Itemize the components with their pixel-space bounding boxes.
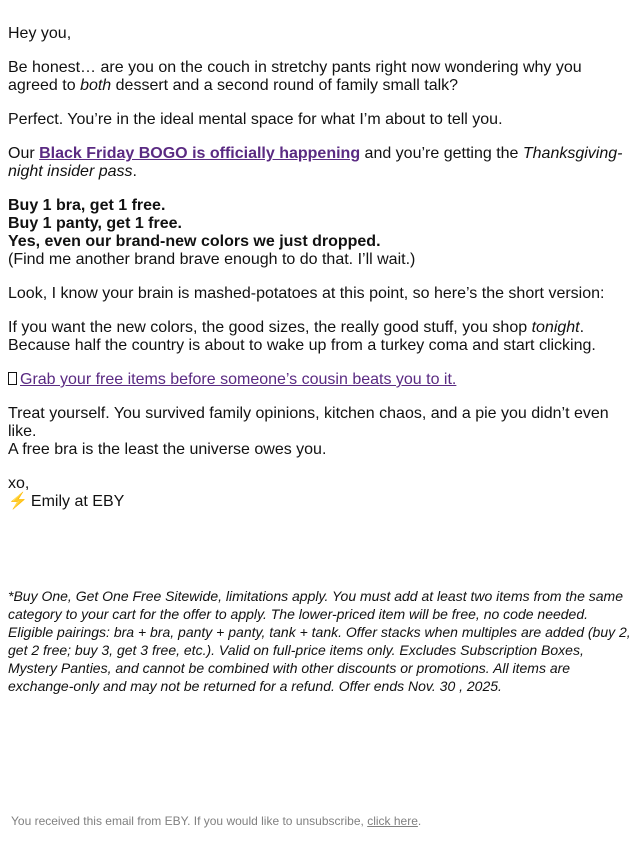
paragraph-announcement — [8, 145, 632, 181]
legal-disclaimer: *Buy One, Get One Free Sitewide, limitations apply. You must add at least two items from the same category to your cart for the offer to apply. The lower-priced item will be free, no code needed. Eligible pairings: bra + bra, panty + panty, tank + tank. Offer stacks when multiples are added (buy 2, get 2 free; buy 3, get 3 free, etc.). Valid on full-price items only. Excludes Subscription Boxes, Mystery Panties, and cannot be combined with other discounts or promotions. All items are exchange-only and may not be returned for a refund. Offer ends Nov. 30 , 2025. — [8, 588, 631, 694]
unsubscribe-link[interactable]: click here — [367, 814, 418, 828]
treat-yourself-text: Treat yourself. You survived family opinions, kitchen chaos, and a pie you didn’t even like. — [8, 405, 609, 440]
paragraph-tonight-text: If you want the new colors, the good sizes, the really good stuff, you shop — [8, 319, 532, 336]
free-bra-text: A free bra is the least the universe owes you. — [8, 441, 327, 458]
paragraph-perfect — [8, 111, 632, 129]
offer-bra: Buy 1 bra, get 1 free. — [8, 197, 166, 214]
paragraph-couch — [8, 59, 632, 95]
paragraph-treat-yourself — [8, 405, 632, 459]
greeting-text: Hey you, — [8, 25, 72, 42]
lightning-bolt-icon: ⚡ — [8, 493, 28, 510]
signature-line — [8, 493, 632, 511]
emphasis-tonight: tonight — [531, 319, 580, 336]
emphasis-insider-pass: Thanksgiving-night insider pass — [8, 145, 623, 180]
bogo-link[interactable]: Black Friday BOGO is officially happening — [39, 145, 361, 162]
offer-new-colors: Yes, even our brand-new colors we just dropped. — [8, 233, 381, 250]
announcement-text-end: . — [132, 163, 137, 180]
paragraph-short-version — [8, 285, 632, 303]
offer-aside: (Find me another brand brave enough to do that. I’ll wait.) — [8, 251, 416, 268]
footer-text: You received this email from EBY. If you would like to unsubscribe, — [11, 814, 368, 828]
paragraph-tonight-text-end: . Because half the country is about to wake up from a turkey coma and start clicking. — [8, 319, 596, 354]
offer-block — [8, 197, 632, 269]
signature — [8, 475, 632, 511]
email-footer — [11, 813, 631, 829]
paragraph-couch-text-end: dessert and a second round of family small talk? — [111, 77, 459, 94]
signoff-text: xo, — [8, 475, 30, 492]
emoji-glyph-icon — [8, 372, 17, 385]
offer-panty: Buy 1 panty, get 1 free. — [8, 215, 182, 232]
emphasis-both: both — [80, 77, 112, 94]
footer-text-end: . — [417, 814, 422, 828]
paragraph-short-version-text: Look, I know your brain is mashed-potatoes at this point, so here’s the short version: — [8, 285, 605, 302]
signature-name: Emily at EBY — [30, 493, 125, 510]
grab-free-items-link[interactable]: Grab your free items before someone’s cousin beats you to it. — [20, 371, 457, 388]
paragraph-tonight — [8, 319, 632, 355]
cta-paragraph — [8, 371, 632, 389]
paragraph-perfect-text: Perfect. You’re in the ideal mental space for what I’m about to tell you. — [8, 111, 503, 128]
greeting — [8, 25, 632, 43]
paragraph-couch-text: Be honest… are you on the couch in stretchy pants right now wondering why you agreed to — [8, 59, 582, 94]
announcement-text-middle: and you’re getting the — [360, 145, 523, 162]
email-body — [8, 25, 632, 527]
announcement-text-start: Our — [8, 145, 40, 162]
